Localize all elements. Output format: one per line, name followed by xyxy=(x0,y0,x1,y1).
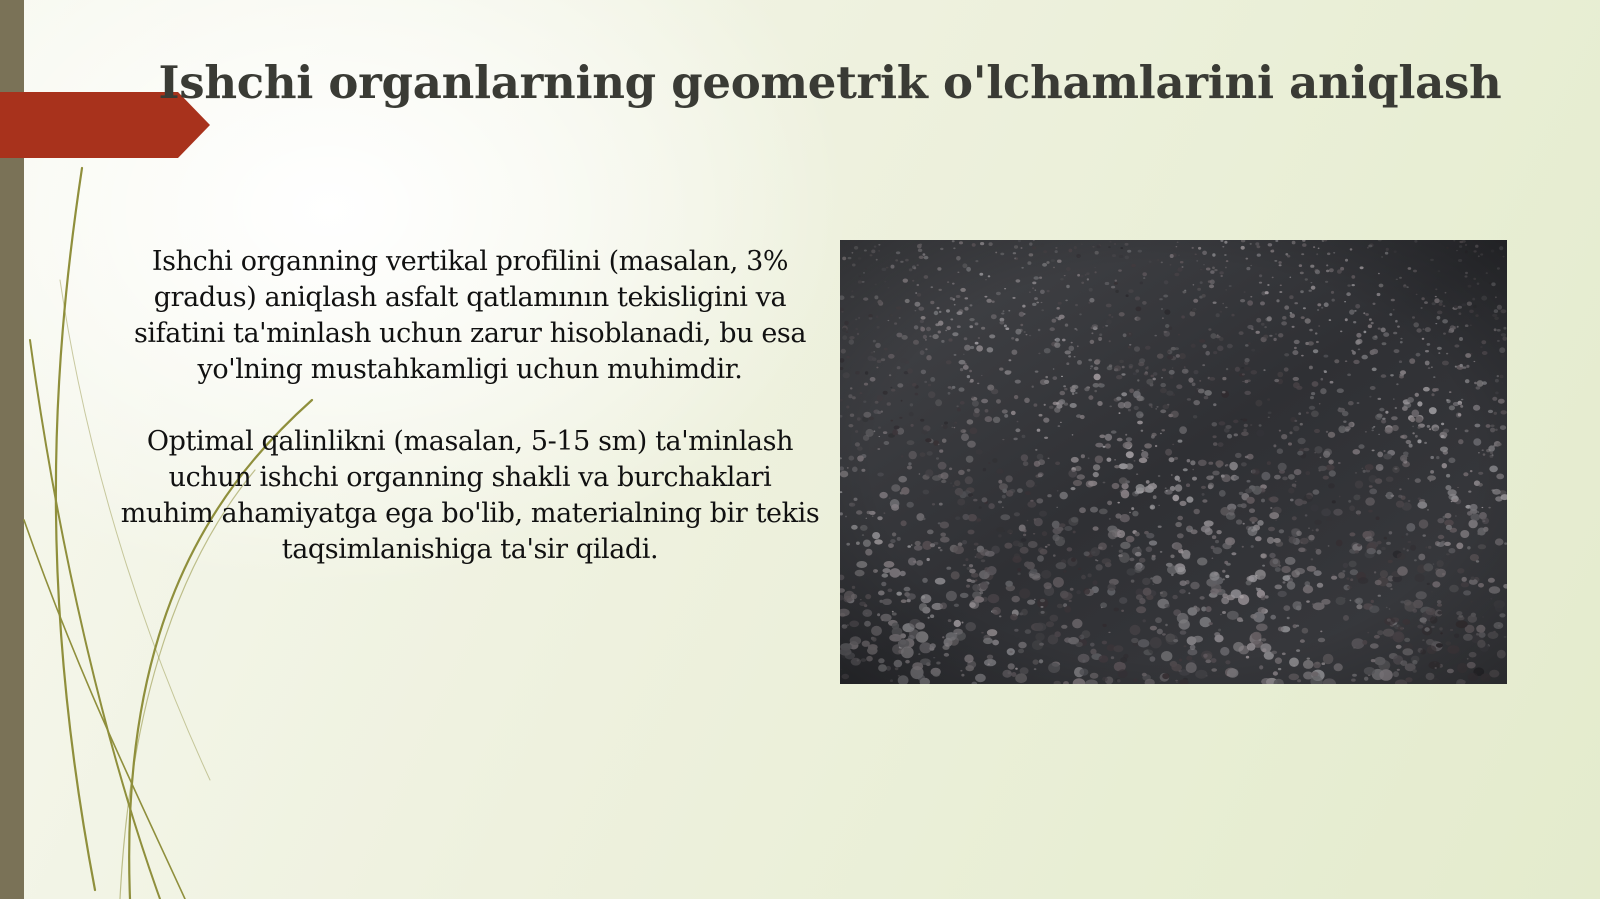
gravel-texture xyxy=(840,240,1507,684)
paragraph-vertical-profile: Ishchi organning vertikal profilini (masalan, 3% gradus) aniqlash asfalt qatlamının tekisligini va sifatini ta'minlash uchun zarur hisoblanadi, bu esa yo'lning mustahkamligi uchun muhimdir. xyxy=(133,246,807,385)
paragraph-optimal-thickness: Optimal qalinlikni (masalan, 5-15 sm) ta'minlash uchun ishchi organning shakli va burchaklari muhim ahamiyatga ega bo'lib, materialning bir tekis taqsimlanishiga ta'sir qiladi. xyxy=(120,426,820,565)
slide-title: Ishchi organlarning geometrik o'lchamlarini aniqlash xyxy=(158,56,1502,109)
asphalt-gravel-photo xyxy=(840,240,1507,684)
slide-body-text xyxy=(120,244,820,568)
